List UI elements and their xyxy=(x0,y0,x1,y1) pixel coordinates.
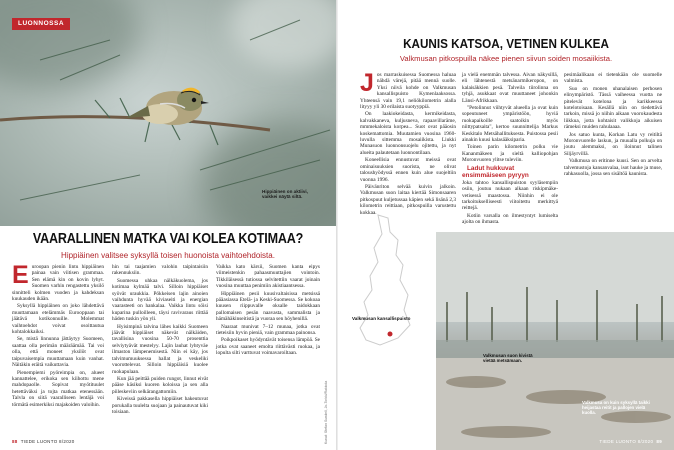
dropcap: E xyxy=(12,261,29,289)
right-body xyxy=(338,69,674,232)
paragraph: Valkmusa on eritinne kuusi. Sen on arvelta talvemustoja kansanvalaa, isot hauke ja muse, rahkasuolla, jossa sen sisältöä kaunista. xyxy=(564,158,662,178)
photo-credit: Kuvat: Stefan Sundell, Jo-Torkki/Rakkola xyxy=(324,380,328,444)
paragraph: Joka tahtoo kansallispuiston syyläsempiin osiin, joutuu nukaan alkaan riskipmäke- vetisessä maastossa. Niinhin ei ole tarkoitukselliseesti viitoitettu merkittyä reittejä. xyxy=(462,179,558,212)
location-marker-icon xyxy=(388,332,393,337)
paragraph: Suomessa uhkaa nälkäkuolema, jos kotimaa kylmää talvi. Silloin hippiäiset syövät uraukkia. Pökkeisen lajin ainoien vaihdunta hyvää kiviaseiti ja energian vaarasteeti on hankalaa. Vaikka lintu söisi kuparina pulloilleen, täysi ravivaraus riittää häden tuskin yön yli. xyxy=(112,277,208,323)
paragraph: Pienempiemi pyöreimpia on, alueet kannattelee, erikoka sen kiihottu mene mahdopaolle. Sopivat myötituulet hetettäväksi ja tojta matkaa etenessään. Talvla on siitä vaaralliseen lentäjä voi törmätä esimerkiksi majakoiden valoihin. xyxy=(12,369,104,408)
bird-caption: Hippiäinen on aktiivi, vaikkei näytä siltä. xyxy=(262,189,308,200)
left-body xyxy=(0,261,336,444)
marsh-photo xyxy=(436,232,674,450)
paragraph: Syksyllä hippiäinen on joko lähdettävä muuttamaan etelämmäs Eurooppaan tai jäätävä kotikonnuille. Molemmat vaihtoehdot voivat osoittautua kohtalokkaiksi. xyxy=(12,303,104,336)
paragraph: ja vielä enemmän talvessa. Aivan näkysillä, eli lähtenestä metsänarmikeropon, on kalaisäkkien pesä. Talveila tiirolinna on tyhjä, asukkaat ovat muuttaneet johonkin Länsi-Afrikkaan. xyxy=(462,72,558,104)
paragraph: os marraskuisessa Suomessa haluaa nähdä värejä, pitää mennä suolle. Yksi niivä kohde on Valkmusan kansallispuisto Kymenlaaksossa. Yhteensä vain 19,1 neliökilometrin alalla lityyy yli 30 erilaista suotyyppiä. xyxy=(360,72,456,111)
folio-left: 88 TIEDE LUONTO 8/2020 xyxy=(12,439,75,444)
paragraph: pesimäalikaan ei tietenkään ole suomelle valmista. xyxy=(564,72,662,85)
folio-right: TIEDE LUONTO 8/2020 89 xyxy=(599,439,662,444)
paragraph: "Petolinnut viihtyvät alueella ja ovat kuin sopeutuneet ympäristöön, hyviä ruokapaikoille saatoikin myös niittypatsaita", kertoo suunnittelija Markus Keskitalo Metsähallituksesta. Puistossa pesii ainakin kuusi kalasääksiparia. xyxy=(462,105,558,144)
paragraph: Koneellisia ennustuvat meissä ovat ominaisuuksien suorista, ne olivat taloushyödyssä ennen kuin alue suojeltiin vuonna 1996. xyxy=(360,157,456,183)
paragraph: Kiveissä pakkasella hippiäiset hakeutuvat porukalla tuulelta suojaan ja painautuvat kiki toisiaan. xyxy=(112,396,208,415)
article-title-left: VAARALLINEN MATKA VAI KOLEA KOTIMAA? xyxy=(32,231,304,247)
marsh-caption-left: Valkmusan suon kivistä vietää metsämaan. xyxy=(483,353,533,364)
right-page xyxy=(338,0,674,450)
paragraph: Päivänriton selvää kuivin jalkoin. Valkmusan suon laitaa kiertää Simonsaaren pitkospuut kuljetussaa käpien sekä lisänä 2,3 kilometrin reittiaan, pitkospuilla varustettu kokkaa. xyxy=(360,183,456,216)
section-kicker: LUONNOSSA xyxy=(12,18,70,30)
paragraph: Jos satuo kunta, Korkan Latu vy reitiltä Moronvuorelle laskun, ja muualla polkuja on joutu alemmaksi, on iloinnut talinen Siljäyrvillä. xyxy=(564,131,662,157)
right-column-3 xyxy=(564,72,662,179)
left-column-2 xyxy=(112,264,208,416)
paragraph: Poikpoikaset hyödyntävät toisensa lämpöä. Se jotka ovat saaneet emolta riittävästi ruokaa, ja lopulta silti varttuvat voimavaroiltaan. xyxy=(216,337,320,357)
right-column-2 xyxy=(462,72,558,227)
left-page xyxy=(0,0,336,450)
paragraph: Kun jää peittää puiden rungot, linnut eivät pääse käsiksi kuoren koloissa ja sen alla piileskeviin selkärangattomiin. xyxy=(112,375,208,395)
right-column-1 xyxy=(360,69,456,217)
article-dek-left: Hippiäinen valitsee syksyllä toisen huonoista vaihtoehdoista. xyxy=(61,251,275,260)
paragraph: Suo on monen uhanalaisen perhosen elinympäristö. Tässä vaiheessa vuotta ne pitelevät kotelona ja karikkeessa kotelotoisaan. Kesällä niin on tiedettävä tarkoin, missä jo niihin aikaan vuorokaudesta liikkua, jotta kohtaisit valikkoja aikuisen rämeksi muiden rahulaaaa. xyxy=(564,85,662,131)
finland-map xyxy=(338,210,428,360)
paragraph: Vaikka kato kärsii, Suomen kanta eipys viimeistenkin pahaasmuuttajien vointoin. Tikkiläisessä tutiossa selvitettiin vaarat joinain vuosina muuttaa penimiin akistiaantsessa. xyxy=(216,264,320,290)
marsh-caption-right: Valkmusa on kuin syksyllä taikki heijastaa reitit ja pallojen vielä kuolla. xyxy=(582,400,650,416)
subheading: Ladut hukkuvat ensimmäiseen pyryyn xyxy=(462,164,529,179)
marsh-illustration xyxy=(436,232,674,450)
map-label: Valkmusan kansallispuisto xyxy=(352,316,411,321)
article-dek-right: Valkmusan pitkospuilla näkee pienen siivun soiden mosaiikista. xyxy=(399,54,613,63)
paragraph: On laakiokeidasta, kermikeidasta, kalvakkaneva, kuljusneva, rapaavillaräme, mmmekaloista korpea... Suot ovat pääosin koskemattomia. Muutamien vuosina 1960-luvulla sittemma mosaiikista. Liukki Munasuon luonnonsuojelu ojitettu, ja nyt alueita palautetaan luonnontilaan. xyxy=(360,111,456,156)
left-column-1 xyxy=(12,261,104,409)
paragraph: Se, mistä linnunna jättäytyy Suomeen, saattaa olla perimän määräämää. Tai voi olla, että moneet yksilöt ovat taipuvaisempia muuttamaan kuin vanhat. Näitäkin eräitä vaikuttavia. xyxy=(12,336,104,369)
paragraph: hin tai taajamien valohin taipintaisiin rakennuksiin. xyxy=(112,264,208,277)
paragraph: Toinen parin kilometrin polku vie Kananmäkeen ja sieltä kalliopohjan Moronvuoren ylitse tuleviin. xyxy=(462,144,558,164)
paragraph: Kotiin varsalla on ilmestyntyt lumiselta ajolta on ihmasta. xyxy=(462,212,558,226)
dropcap: J xyxy=(360,69,374,97)
paragraph: uroopan pienin lintu hippiäinen painaa vain viitisen grammaa. Sen elämä kin on kovin lyhyt. Suomen varhin rengastettu yksilö sinnitteli kolmen vuoden ja kahdeksan kuukauden ikään. xyxy=(12,264,104,303)
paragraph: Hippiäinen pesii kuusivaltaisissa metsissä pääasiassa Etelä- ja Keski-Suomessa. Se kokoaa kuusen riippuvalle oksalle taidokkaan pallomaisen pesän naavasta, sammalista ja hämähäkinseitistä ja vuoraa sen höyhenillä. xyxy=(216,290,320,323)
article-title-right: KAUNIS KATSOA, VETINEN KULKEA xyxy=(403,36,609,51)
paragraph: Hyisimpinä talvina lähes kaikki Suomeen jäävät hippiäiset näkevät nälkäiden, tavallisina vuosina 50-70 prosenttia selviytyävät mestelyy. Lajin lauhat lyhtyväe ilmaston lämpenemisestä. Niin ei käy, jos talvimumuuksessa hallat ja veskeliki vuorottelevat. Silloin hippiäisiä kuolee ruokapulaan. xyxy=(112,323,208,375)
paragraph: Naaraat munivat 7–12 munaa, jotka ovat tieteisiin hyvin pieniä, vain grammaa painonsa. xyxy=(216,323,320,337)
left-column-3 xyxy=(216,264,320,358)
